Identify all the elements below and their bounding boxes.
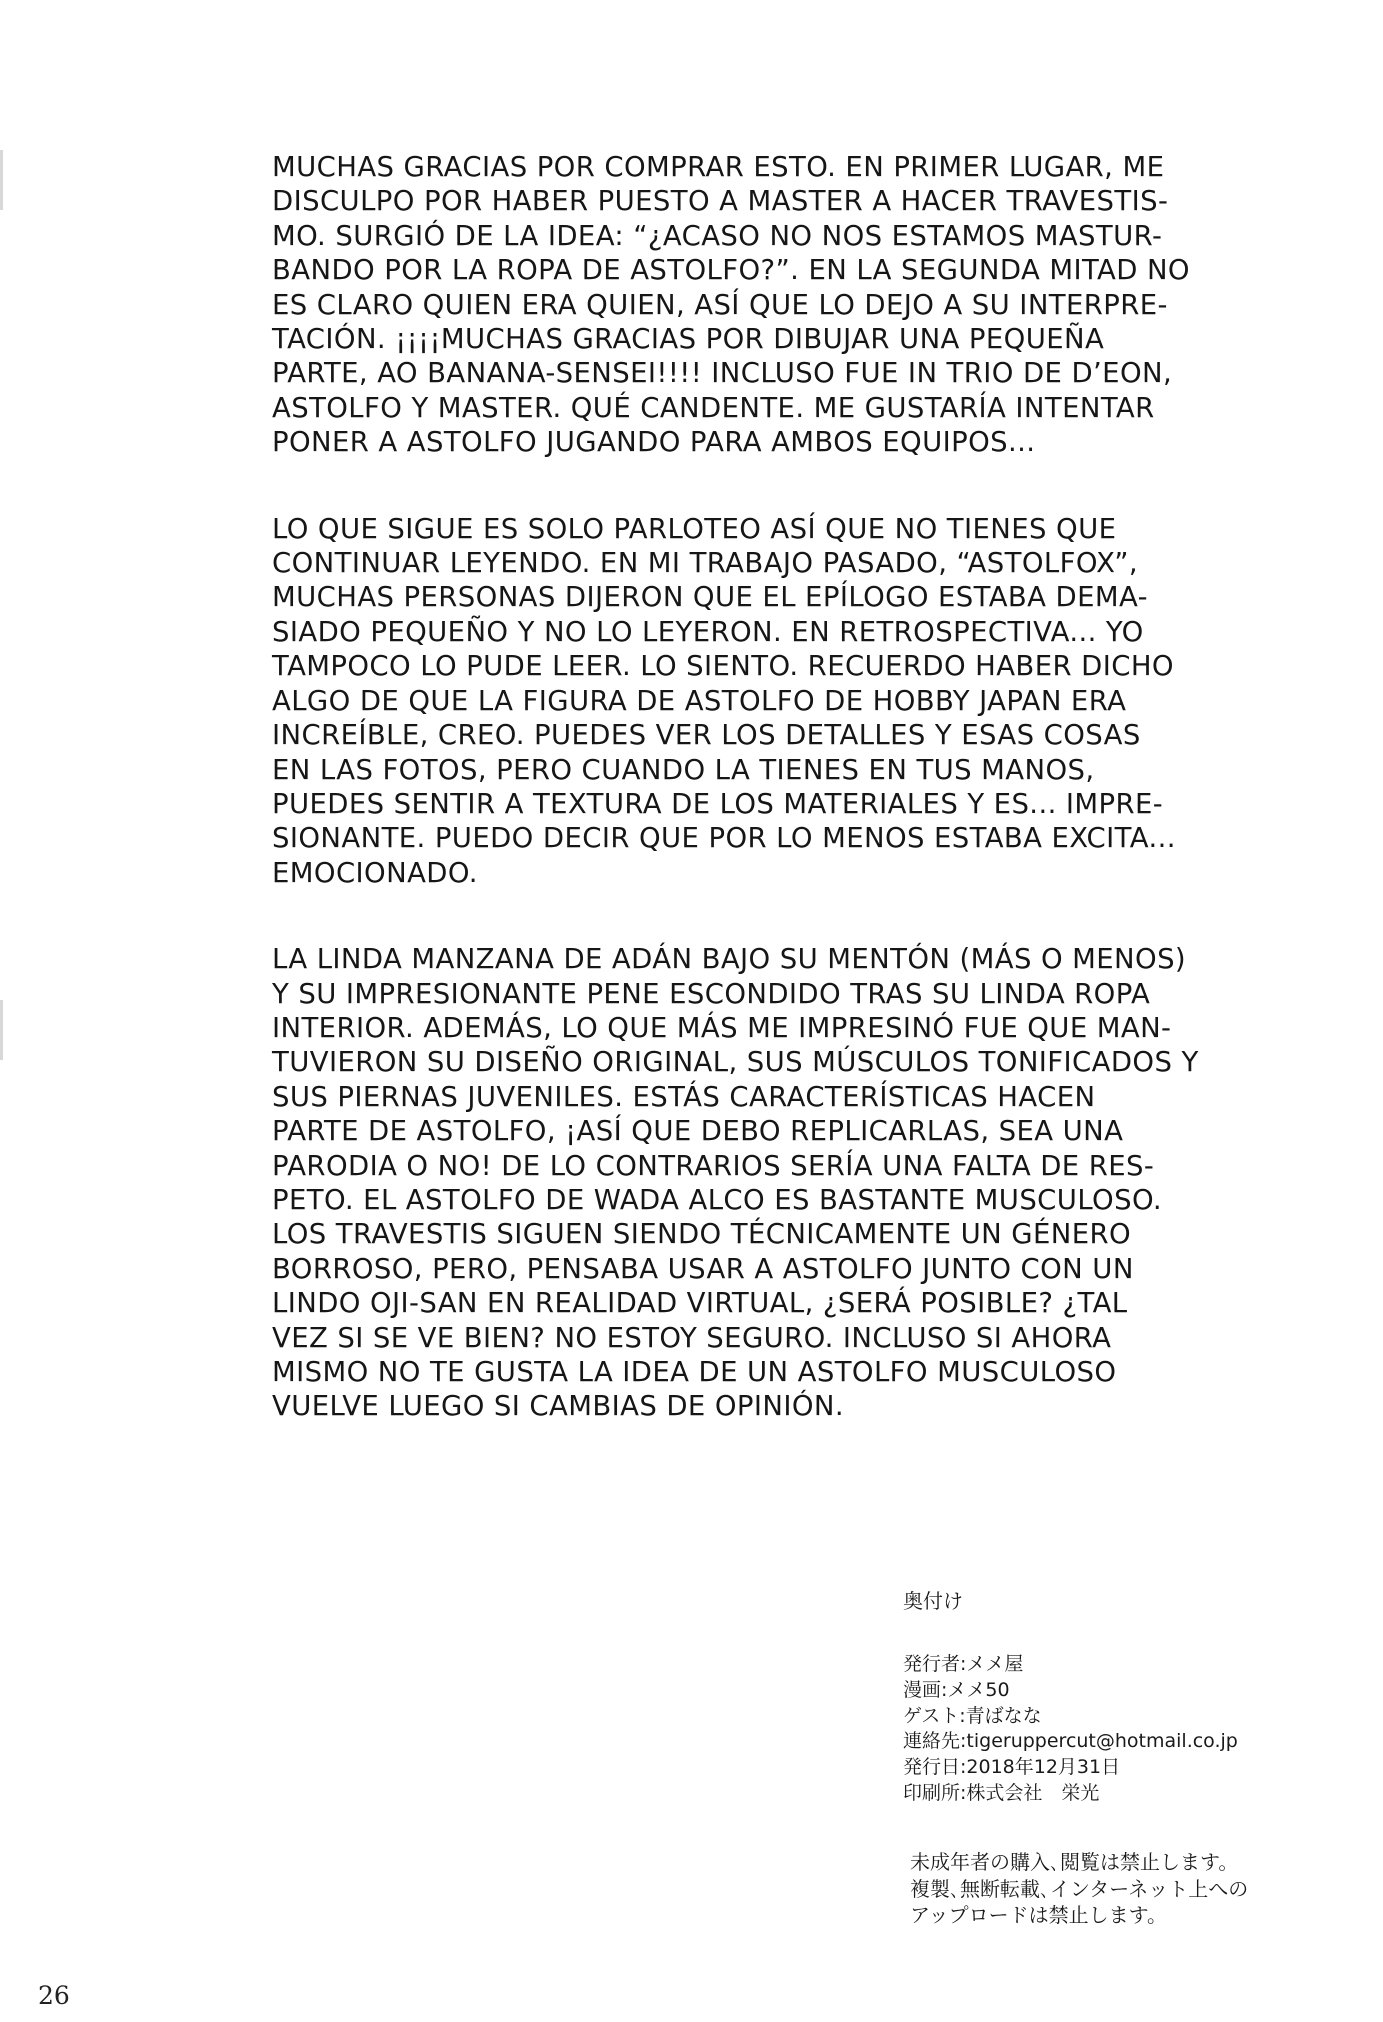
text-line: LO QUE SIGUE ES SOLO PARLOTEO ASÍ QUE NO TIENES QUE [272, 512, 1117, 545]
text-line: VEZ SI SE VE BIEN? NO ESTOY SEGURO. INCLUSO SI AHORA [272, 1321, 1112, 1354]
text-line: TUVIERON SU DISEÑO ORIGINAL, SUS MÚSCULOS TONIFICADOS Y [272, 1046, 1199, 1079]
notice-line: アップロードは禁止します。 [910, 1903, 1167, 1927]
colophon-printer: 印刷所:株式会社 栄光 [903, 1781, 1100, 1804]
colophon-date: 発行日:2018年12月31日 [903, 1756, 1121, 1779]
body-text [272, 150, 1272, 1476]
text-line: PUEDES SENTIR A TEXTURA DE LOS MATERIALES Y ES... IMPRE- [272, 787, 1164, 820]
text-line: INCREÍBLE, CREO. PUEDES VER LOS DETALLES Y ESAS COSAS [272, 719, 1141, 752]
text-line: BANDO POR LA ROPA DE ASTOLFO?”. EN LA SEGUNDA MITAD NO [272, 254, 1190, 287]
colophon-title: 奥付け [903, 1589, 963, 1613]
colophon-guest: ゲスト:青ばなな [903, 1704, 1042, 1727]
text-line: ASTOLFO Y MASTER. QUÉ CANDENTE. ME GUSTARÍA INTENTAR [272, 391, 1155, 424]
text-line: CONTINUAR LEYENDO. EN MI TRABAJO PASADO, “ASTOLFOX”, [272, 547, 1139, 580]
text-line: LINDO OJI-SAN EN REALIDAD VIRTUAL, ¿SERÁ POSIBLE? ¿TAL [272, 1287, 1128, 1320]
page-number: 26 [38, 1981, 70, 2010]
text-line: MUCHAS GRACIAS POR COMPRAR ESTO. EN PRIMER LUGAR, ME [272, 151, 1165, 183]
colophon [903, 1588, 1303, 1807]
legal-notice [910, 1849, 1330, 1929]
text-line: DISCULPO POR HABER PUESTO A MASTER A HACER TRAVESTIS- [272, 185, 1169, 218]
text-line: EMOCIONADO. [272, 856, 478, 889]
text-line: PETO. EL ASTOLFO DE WADA ALCO ES BASTANTE MUSCULOSO. [272, 1183, 1163, 1216]
paragraph-1 [272, 150, 1272, 460]
text-line: SUS PIERNAS JUVENILES. ESTÁS CARACTERÍSTICAS HACEN [272, 1080, 1096, 1113]
colophon-contact: 連絡先:tigeruppercut@hotmail.co.jp [903, 1730, 1238, 1753]
left-edge-mark [0, 1000, 3, 1060]
paragraph-3 [272, 942, 1272, 1424]
text-line: PARTE, AO BANANA-SENSEI!!!! INCLUSO FUE IN TRIO DE D’EON, [272, 357, 1173, 390]
text-line: TAMPOCO LO PUDE LEER. LO SIENTO. RECUERDO HABER DICHO [272, 650, 1174, 683]
left-edge-mark [0, 150, 3, 210]
text-line: Y SU IMPRESIONANTE PENE ESCONDIDO TRAS SU LINDA ROPA [272, 977, 1151, 1010]
text-line: MUCHAS PERSONAS DIJERON QUE EL EPÍLOGO ESTABA DEMA- [272, 581, 1148, 614]
text-line: ES CLARO QUIEN ERA QUIEN, ASÍ QUE LO DEJO A SU INTERPRE- [272, 288, 1168, 321]
text-line: INTERIOR. ADEMÁS, LO QUE MÁS ME IMPRESINÓ FUE QUE MAN- [272, 1011, 1172, 1044]
text-line: EN LAS FOTOS, PERO CUANDO LA TIENES EN TUS MANOS, [272, 753, 1095, 786]
text-line: MO. SURGIÓ DE LA IDEA: “¿ACASO NO NOS ESTAMOS MASTUR- [272, 219, 1163, 252]
text-line: LOS TRAVESTIS SIGUEN SIENDO TÉCNICAMENTE UN GÉNERO [272, 1218, 1132, 1251]
colophon-artist: 漫画:メメ50 [903, 1678, 1010, 1701]
text-line: LA LINDA MANZANA DE ADÁN BAJO SU MENTÓN (MÁS O MENOS) [272, 943, 1187, 976]
text-line: SIADO PEQUEÑO Y NO LO LEYERON. EN RETROSPECTIVA... YO [272, 615, 1144, 648]
colophon-publisher: 発行者:メメ屋 [903, 1653, 1024, 1675]
text-line: MISMO NO TE GUSTA LA IDEA DE UN ASTOLFO MUSCULOSO [272, 1356, 1117, 1388]
text-line: PONER A ASTOLFO JUGANDO PARA AMBOS EQUIPOS... [272, 426, 1036, 459]
text-line: SIONANTE. PUEDO DECIR QUE POR LO MENOS ESTABA EXCITA... [272, 822, 1176, 855]
text-line: BORROSO, PERO, PENSABA USAR A ASTOLFO JUNTO CON UN [272, 1252, 1134, 1285]
text-line: PARODIA O NO! DE LO CONTRARIOS SERÍA UNA FALTA DE RES- [272, 1149, 1155, 1182]
paragraph-2 [272, 512, 1272, 890]
text-line: VUELVE LUEGO SI CAMBIAS DE OPINIÓN. [272, 1390, 845, 1423]
notice-line: 複製､無断転載､インターネット上への [910, 1876, 1249, 1901]
text-line: TACIÓN. ¡¡¡¡MUCHAS GRACIAS POR DIBUJAR UNA PEQUEÑA [272, 323, 1105, 356]
notice-line: 未成年者の購入､閲覧は禁止します。 [910, 1850, 1239, 1874]
text-line: ALGO DE QUE LA FIGURA DE ASTOLFO DE HOBBY JAPAN ERA [272, 684, 1127, 717]
text-line: PARTE DE ASTOLFO, ¡ASÍ QUE DEBO REPLICARLAS, SEA UNA [272, 1115, 1124, 1148]
